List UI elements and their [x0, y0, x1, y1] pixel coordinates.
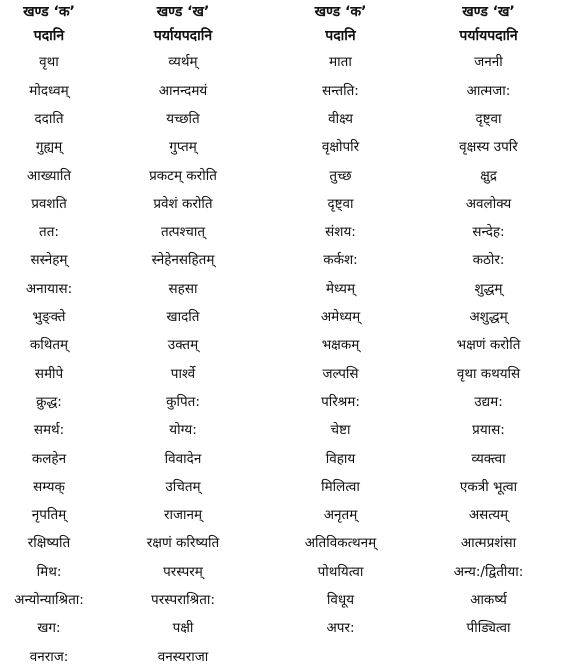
word-cell: सस्नेहम् [30, 252, 68, 269]
synonym-cell: आत्मजा: [466, 82, 511, 99]
word-cell: समीपे [34, 365, 64, 382]
word-cell: क्रुद्ध: [36, 393, 62, 410]
word-cell: अन्योन्याश्रिता: [14, 592, 84, 609]
word-cell: दृष्ट्वा [327, 195, 354, 212]
section-b-header: खण्ड ‘ख’ [462, 3, 515, 20]
column-header-synonyms: पर्यायपदानि [153, 28, 213, 44]
column-header-words: पदानि [325, 28, 356, 44]
synonym-cell: वनस्यराजा [157, 648, 209, 665]
synonym-cell: व्यक्त्वा [471, 450, 506, 467]
synonym-cell: क्षुद्र [480, 167, 497, 184]
word-cell: चेष्टा [330, 422, 351, 439]
section-b-header: खण्ड ‘ख’ [156, 3, 210, 20]
synonym-cell: राजानम् [163, 507, 203, 524]
table-row [0, 530, 564, 558]
word-cell: नृपतिम् [31, 507, 67, 524]
word-cell: विहाय [325, 450, 356, 467]
table-row [0, 162, 564, 190]
synonym-cell: आकर्ष्य [470, 592, 507, 609]
word-cell: सम्यक् [33, 478, 65, 495]
table-row [0, 134, 564, 162]
word-cell: प्रवशति [31, 195, 67, 212]
synonym-cell: प्रयास: [472, 422, 505, 439]
synonym-cell: भक्षणं करोति [456, 337, 521, 354]
synonym-cell: अन्य:/द्वितीया: [453, 563, 524, 580]
word-cell: अपर: [326, 620, 355, 637]
synonym-cell: असत्यम् [468, 507, 509, 524]
synonym-cell: पक्षी [172, 620, 194, 637]
word-cell: ददाति [34, 110, 64, 127]
synonym-cell: एकत्री भूत्वा [459, 478, 518, 495]
synonym-cell: खादति [166, 309, 200, 326]
table-row [0, 106, 564, 134]
word-cell: तत: [39, 224, 59, 241]
synonym-cell: आनन्दमयं [158, 82, 208, 99]
synonym-cell: वृथा कथयसि [456, 365, 521, 382]
word-cell: अनायास: [25, 280, 73, 297]
table-row [0, 304, 564, 332]
word-cell: खग: [37, 620, 61, 637]
section-header-row [0, 0, 564, 23]
synonym-cell: यच्छति [166, 110, 200, 127]
synonym-cell: पार्श्वे [170, 365, 196, 382]
column-header-row [0, 23, 564, 49]
word-cell: मिथ: [36, 563, 62, 580]
synonym-cell: व्यर्थम् [168, 54, 198, 71]
synonym-cell: जननी [474, 54, 503, 71]
synonym-cell: कठोर: [472, 252, 505, 269]
synonym-cell: शुद्धम् [474, 280, 503, 297]
synonym-cell: स्नेहेनसहितम् [151, 252, 215, 269]
word-cell: अमेध्यम् [320, 309, 361, 326]
word-cell: जल्पसि [322, 365, 359, 382]
section-a-header: खण्ड ‘क’ [314, 3, 367, 20]
synonym-cell: आत्मप्रशंसा [460, 535, 517, 552]
word-cell: कर्कश: [323, 252, 358, 269]
word-cell: वीक्ष्य [328, 110, 353, 127]
synonym-cell: परस्पराश्रिता: [151, 592, 215, 609]
synonym-cell: प्रकटम् करोति [149, 167, 217, 184]
synonym-cell: परस्परम् [163, 563, 203, 580]
word-cell: कथितम् [29, 337, 69, 354]
word-cell: अतिविकत्थनम् [304, 535, 377, 552]
word-cell: सन्तति: [322, 82, 359, 99]
word-cell: तुच्छ [329, 167, 352, 184]
table-row [0, 49, 564, 77]
table-row [0, 219, 564, 247]
word-cell: वनराज: [29, 648, 69, 665]
synonym-cell: उचितम् [165, 478, 201, 495]
synonym-cell: पीड्यित्वा [466, 620, 511, 637]
word-cell: परिश्रम: [321, 393, 360, 410]
word-cell: गुह्यम् [35, 139, 63, 156]
table-row [0, 558, 564, 586]
table-row [0, 473, 564, 501]
column-header-synonyms: पर्यायपदानि [459, 28, 518, 44]
synonym-cell: सन्देह: [472, 224, 505, 241]
word-cell: रक्षिष्यति [27, 535, 71, 552]
word-cell: वृक्षोपरि [321, 139, 360, 156]
synonym-cell: अवलोक्य [465, 195, 512, 212]
synonym-cell: अशुद्धम् [469, 309, 508, 326]
table-row [0, 417, 564, 445]
synonym-cell: दृष्ट्वा [475, 110, 502, 127]
table-row [0, 360, 564, 388]
word-cell: आख्याति [26, 167, 72, 184]
word-cell: विधूय [326, 592, 355, 609]
synonym-cell: तत्पश्चात् [160, 224, 206, 241]
table-row [0, 502, 564, 530]
synonym-cell: उक्तम् [167, 337, 199, 354]
synonym-cell: कुपित: [166, 393, 200, 410]
table-row [0, 587, 564, 615]
table-row [0, 275, 564, 303]
word-cell: समर्थ: [33, 422, 65, 439]
synonym-cell: प्रवेशं करोति [153, 195, 213, 212]
word-cell: मेध्यम् [325, 280, 356, 297]
word-cell: संशय: [325, 224, 356, 241]
word-cell: मिलित्वा [321, 478, 360, 495]
table-row [0, 643, 564, 671]
word-cell: मोदध्वम् [29, 82, 69, 99]
word-cell: वृथा [39, 54, 59, 71]
table-row [0, 445, 564, 473]
section-a-header: खण्ड ‘क’ [23, 3, 75, 20]
table-row [0, 77, 564, 105]
table-row [0, 190, 564, 218]
word-cell: भुङ्क्ते [32, 309, 66, 326]
column-header-words: पदानि [33, 28, 65, 44]
synonym-cell: वृक्षस्य उपरि [459, 139, 518, 156]
table-row [0, 247, 564, 275]
table-body [0, 49, 564, 672]
synonym-cell: रक्षणं करिष्यति [146, 535, 220, 552]
table-row [0, 615, 564, 643]
synonym-cell: विवादेन [164, 450, 202, 467]
word-cell: माता [329, 54, 352, 71]
table-row [0, 389, 564, 417]
word-cell: अनृतम् [323, 507, 358, 524]
word-cell: कलहेन [31, 450, 67, 467]
table-row [0, 332, 564, 360]
synonym-cell: सहसा [168, 280, 198, 297]
word-cell: पोथयित्वा [317, 563, 364, 580]
word-cell: भक्षकम् [321, 337, 360, 354]
synonym-cell: उद्यम: [474, 393, 503, 410]
synonym-cell: योग्य: [169, 422, 197, 439]
synonym-cell: गुप्तम् [169, 139, 197, 156]
